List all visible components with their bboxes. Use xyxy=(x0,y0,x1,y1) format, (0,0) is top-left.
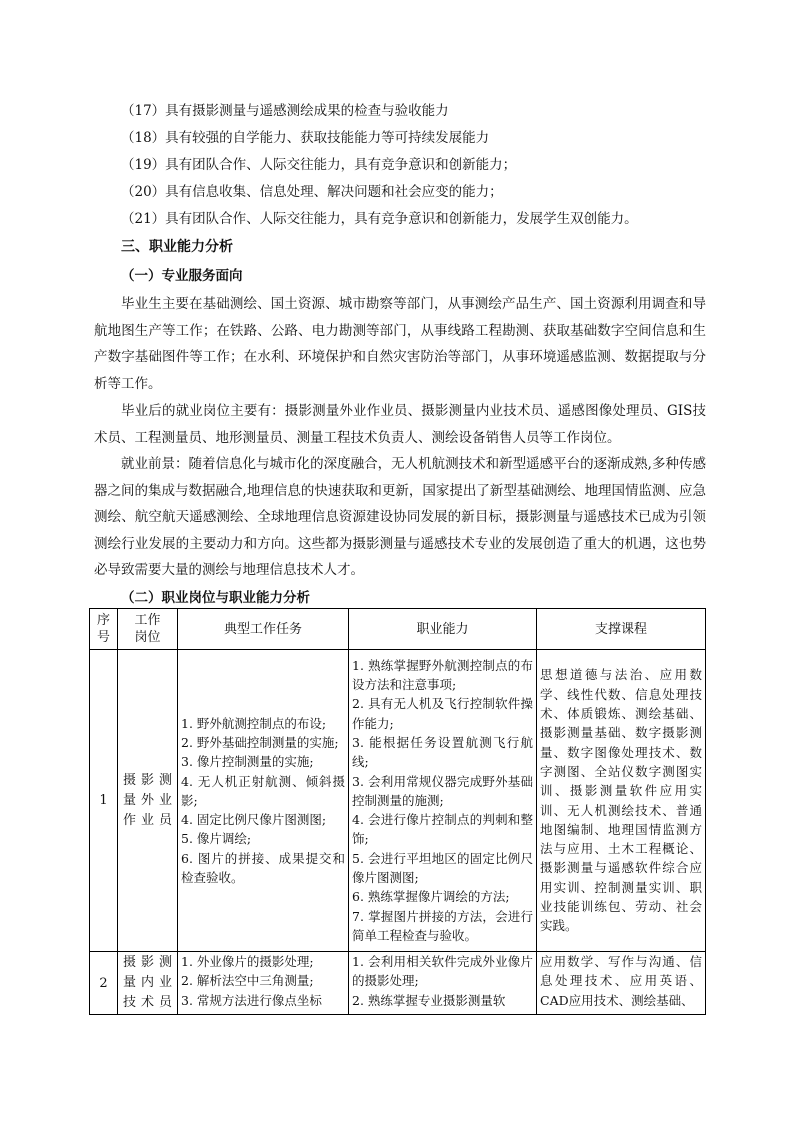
row-courses: 思想道德与法治、应用数学、线性代数、信息处理技术、体质锻炼、测绘基础、摄影测量基础、数字摄影测量、数字图像处理技术、数字测图、全站仪数字测图实训、摄影测量软件应用实训、无人机测绘技术、普通地图编制、地理国情监测方法与应用、土木工程概论、摄影测量与遥感软件综合应用实训、控制测量实训、职业技能训练包、劳动、社会实践。 xyxy=(537,650,706,952)
paragraph-employment-outlook: 就业前景：随着信息化与城市化的深度融合，无人机航测技术和新型遥感平台的逐渐成熟,多种传感器之间的集成与数据融合,地理信息的快速获取和更新，国家提出了新型基础测绘、地理国情监测、应急测绘、航空航天遥感测绘、全球地理信息资源建设协同发展的新目标，摄影测量与遥感技术已成为引领测绘行业发展的主要动力和方向。这些都为摄影测量与遥感技术专业的发展创造了重大的机遇，这也势必导致需要大量的测绘与地理信息技术人才。 xyxy=(94,456,706,579)
ability-item-21: （21）具有团队合作、人际交往能力，具有竞争意识和创新能力，发展学生双创能力。 xyxy=(121,211,638,227)
header-number: 序号 xyxy=(90,609,118,650)
job-ability-table xyxy=(89,608,706,1015)
row-number: 2 xyxy=(90,952,118,1015)
row-abilities: 1. 熟练掌握野外航测控制点的布设方法和注意事项; 2. 具有无人机及飞行控制软件操作能力; 3. 能根据任务设置航测飞行航线; 3. 会利用常规仪器完成野外基础控制测量的施测; 4. 会进行像片控制点的判刺和整饰; 5. 会进行平坦地区的固定比例尺像片图测图; 6. 熟练掌握像片调绘的方法; 7. 掌握图片拼接的方法，会进行简单工程检查与验收。 xyxy=(349,650,537,952)
paragraph-service-direction: 毕业生主要在基础测绘、国土资源、城市勘察等部门，从事测绘产品生产、国土资源利用调查和导航地图生产等工作；在铁路、公路、电力勘测等部门，从事线路工程勘测、获取基础数字空间信息和生产数字基础图件等工作；在水利、环境保护和自然灾害防治等部门，从事环境遥感监测、数据提取与分析等工作。 xyxy=(94,296,706,392)
section-title: 三、职业能力分析 xyxy=(121,239,233,255)
header-courses: 支撑课程 xyxy=(537,609,706,650)
header-post: 工作岗位 xyxy=(118,609,178,650)
row-courses: 应用数学、写作与沟通、信息处理技术、应用英语、CAD应用技术、测绘基础、 xyxy=(537,952,706,1015)
row-tasks: 1. 外业像片的摄影处理; 2. 解析法空中三角测量; 3. 常规方法进行像点坐标 xyxy=(178,952,349,1015)
header-abilities: 职业能力 xyxy=(349,609,537,650)
row-post: 摄影测量内业技术员 xyxy=(118,952,178,1015)
paragraph-job-positions: 毕业后的就业岗位主要有：摄影测量外业作业员、摄影测量内业技术员、遥感图像处理员、GIS技术员、工程测量员、地形测量员、测量工程技术负责人、测绘设备销售人员等工作岗位。 xyxy=(94,403,706,446)
row-tasks: 1. 野外航测控制点的布设; 2. 野外基础控制测量的实施; 3. 像片控制测量的实施; 4. 无人机正射航测、倾斜摄影; 4. 固定比例尺像片图测图; 5. 像片调绘; 6. 图片的拼接、成果提交和检查验收。 xyxy=(178,650,349,952)
row-number: 1 xyxy=(90,650,118,952)
header-tasks: 典型工作任务 xyxy=(178,609,349,650)
table-row xyxy=(90,650,706,952)
ability-item-17: （17）具有摄影测量与遥感测绘成果的检查与验收能力 xyxy=(121,103,449,119)
row-abilities: 1. 会利用相关软件完成外业像片的摄影处理; 2. 熟练掌握专业摄影测量软 xyxy=(349,952,537,1015)
subsection-title-service: （一）专业服务面向 xyxy=(121,268,243,284)
table-header-row xyxy=(90,609,706,650)
subsection-title-positions: （二）职业岗位与职业能力分析 xyxy=(121,590,310,606)
ability-item-20: （20）具有信息收集、信息处理、解决问题和社会应变的能力； xyxy=(121,184,503,200)
table-row xyxy=(90,952,706,1015)
ability-item-19: （19）具有团队合作、人际交往能力，具有竞争意识和创新能力； xyxy=(121,157,517,173)
row-post: 摄影测量外业作业员 xyxy=(118,650,178,952)
ability-item-18: （18）具有较强的自学能力、获取技能能力等可持续发展能力 xyxy=(121,130,490,146)
